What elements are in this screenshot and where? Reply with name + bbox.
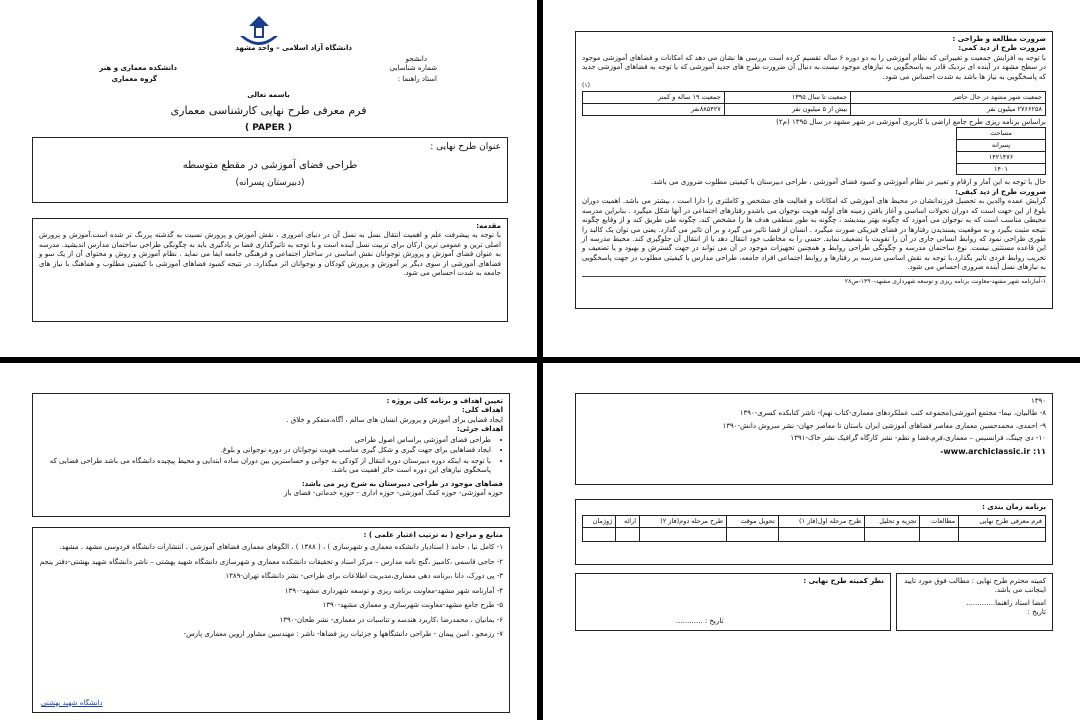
page-4	[543, 363, 1080, 720]
reference-link[interactable]: دانشگاه شهید بهشتی	[41, 698, 103, 707]
id-label: شماره شناسایی	[389, 64, 437, 72]
advisor-label: استاد راهنما :	[397, 75, 437, 83]
area-table	[956, 127, 1046, 175]
page-1	[0, 0, 537, 357]
reference-item: ۱- کامل نیا ، حامد ( استادیار دانشکده معماری و شهرسازی ) ، ( ۱۳۸۸ ) ، الگوهای معماری فضاهای آموزشی ، انتشارات دانشگاه فردوسی مشهد ، مشهد.	[59, 543, 503, 552]
list-item: • با توجه به اینکه دوره دبیرستان دوره انتقال از کودکی به جوانی و حساسترین بین دوران ساده ابتدایی و محیط پیچیده دانشگاه می باشد طراحی فضایی که پاسخگوی نیازهای این دوره است حائز اهمیت می باشد.	[39, 457, 491, 476]
necessity-box	[575, 31, 1053, 309]
intro-heading: مقدمه:	[476, 222, 501, 230]
schedule-col: تحویل موقت	[727, 516, 779, 528]
pop-value: بیش از ۵ میلیون نفر	[724, 104, 850, 116]
references-heading: منابع و مراجع ( به ترتیب اعتبار علمی ) :	[363, 531, 503, 539]
schedule-col: ارائه	[616, 516, 640, 528]
reference-text: ۲- حاجی قاسمی ،کامبیز ،گنج نامه مدارس – مرکز اسناد و تحقیقات دانشکده معماری و شهرسازی دانشگاه شهید بهشتی – ناشر دانشگاه شهید بهشتی-دفتر پنجم	[39, 557, 503, 566]
pop-value: ۲۷۶۶۲۵۸ میلیون نفر	[851, 104, 1046, 116]
schedule-col: طرح مرحله اول(فاز ۱)	[778, 516, 865, 528]
schedule-table	[582, 515, 1046, 542]
faculty-name: دانشکده معماری و هنر	[99, 64, 177, 72]
advisor-sign: امضا استاد راهنما.............	[966, 598, 1046, 607]
quant-text: با توجه به افزایش جمعیت و تغییراتی که نظام آموزشی را به دو دوره ۶ ساله تقسیم کرده است بررسی ها نشان می دهد که امکانات و فضاهای آموزشی موجود در سطح مشهد در آینده ای نزدیک قادر به پاسخگویی به نیازهای موجود نیست.به دنبال آن ضرورت طرح های جدید آموزشی که با توجه به فضاهای آموزشی جدید که پاسخگویی به نیاز ها باشد به شدت احساس می شود.	[582, 53, 1046, 81]
reference-item: ۹- احمدی، محمدحسین معماری معاصر فضاهای آموزشی ایران باستان تا معاصر جهان- نشر سروش دانش-۱۳۹۰	[722, 421, 1046, 430]
schedule-heading: برنامه زمان بندی :	[982, 503, 1046, 511]
website-link[interactable]: www.archiclassic.ir :۱۱-	[940, 446, 1046, 456]
approval-text: کمیته محترم طرح نهایی : مطالب فوق مورد تایید اینجانب می باشد.	[904, 577, 1046, 595]
general-goals-heading: اهداف کلی:	[461, 406, 503, 415]
department-name: گروه معماری	[111, 75, 157, 83]
list-item: • ایجاد فضاهایی برای جهت گیری و شکل گیری مناسب هویت نوجوانان در دوره نوجوانی و بلوغ.	[39, 446, 491, 455]
necessity-heading: ضرورت مطالعه و طراحی :	[952, 35, 1046, 43]
subject-label: عنوان طرح نهایی :	[430, 142, 501, 152]
partial-goals-heading: اهداف جزئی:	[456, 425, 503, 434]
reference-item: ۸- طالبیان، نیما- مجتمع آموزشی(مجموعه کتب عملکردهای معماری-کتاب نهم)- ناشر کتابکده کسری-۱۳۹۰	[739, 409, 1046, 418]
schedule-col: ژوژمان	[583, 516, 616, 528]
student-label: دانشجو	[405, 55, 427, 63]
reference-item: ۳- پی دورک، دانا ،برنامه دهی معماری،مدیریت اطلاعات برای طراحی- نشر دانشگاه تهران-۱۳۸۹	[225, 572, 503, 581]
approval-box	[896, 573, 1053, 631]
top-year: ۱۳۹۰	[1030, 397, 1046, 405]
subject-box	[32, 137, 508, 203]
area-value-2: ۱۴۰۱	[957, 163, 1046, 175]
page-2	[543, 0, 1080, 357]
qual-heading: ضرورت طرح از دید کیفی:	[955, 187, 1046, 196]
committee-heading: نظر کمیته طرح نهایی :	[803, 577, 884, 585]
form-title: فرم معرفی طرح نهایی کارشناسی معماری	[170, 104, 367, 117]
schedule-box	[575, 499, 1053, 565]
university-name: دانشگاه آزاد اسلامی – واحد مشهد	[235, 44, 352, 52]
reference-item	[39, 558, 503, 567]
quant-heading: ضرورت طرح از دید کمی:	[958, 44, 1046, 53]
footnote: ۱-آمارنامه شهر مشهد-معاونت برنامه ریزی و توسعه شهرداری مشهد-۱۳۹۰-ص۲۸	[582, 276, 1046, 286]
spaces-text: حوزه آموزشی- حوزه کمک آموزشی- حوزه اداری - حوزه خدماتی- فضای باز	[284, 488, 503, 497]
reference-item: ۶- بمانیان ، محمدرضا ،کاربرد هندسه و تناسبات در معماری- نشر طحان-۱۳۹۰	[279, 615, 503, 624]
partial-goals-list	[39, 436, 503, 476]
schedule-col: فرم معرفی طرح نهایی	[959, 516, 1046, 528]
reference-item: ۵- طرح جامع مشهد-معاونت شهرسازی و معماری مشهد-۱۳۹۰	[322, 601, 503, 610]
footnote-mark: (۱)	[582, 82, 590, 90]
goals-box	[32, 393, 510, 517]
intro-box	[32, 218, 508, 322]
schedule-col: طرح مرحله دوم(فاز ۲)	[640, 516, 727, 528]
committee-box	[575, 573, 891, 631]
goals-heading: تعیین اهداف و برنامه کلی پروژه :	[386, 397, 503, 405]
references-cont-box	[575, 393, 1053, 485]
area-sub: پسرانه	[957, 140, 1046, 152]
references-box	[32, 527, 510, 713]
spaces-heading: فضاهای موجود در طراحی دبیرستان به شرح زیر می باشد:	[301, 479, 503, 488]
approval-date-label: تاریخ :	[1027, 608, 1046, 617]
area-header: مساحت	[957, 128, 1046, 140]
intro-text: با توجه به پیشرفت علم و اهمیت انتقال نسل به نسل آن در دنیای امروزی ، نقش آموزش و پرورش نسبت به گذشته پررنگ تر شده است.آموزش و پرورش اصلی ترین و عمومی ترین ارکان برای تربیت نسل آینده است و با توجه به تاثیرگذاری فضا بر یادگیری باید به چگونگی طراحی ساختمان مدارس اندیشید. مدرسه به عنوان فضای آموزش و پرورش نوجوانان نقش اساسی در ساختار اجتماعی و فرهنگی جامعه ایفا می نماید . نظام آموزش و روش و محتوای آن از یک سو و فضاهای آموزشی از سوی دیگر بر آموزش و پرورش کودکان و نوجوانان اثر میگذارد. در نتیجه کمبود فضاهای آموزشی با کیفیتی مطلوب و هماهنگ با نیاز های جامعه به شدت احساس می شود.	[39, 231, 501, 278]
list-item: • طراحی فضای آموزشی براساس اصول طراحی	[39, 436, 491, 445]
paper-tag: ( PAPER )	[245, 123, 292, 133]
pop-header: جمعیت شهر مشهد در حال حاضر	[851, 92, 1046, 104]
subject-title: طراحی فضای آموزشی در مقطع متوسطه	[182, 160, 358, 172]
qual-text: گرایش عمده والدین به تحصیل فرزندانشان در محیط های آموزشی که امکانات و فعالیت های مشخص و کاملتری را دارا است ، بیشتر می باشد. اهمیت دوران بلوغ از این جهت است که دوران تحولات اساسی و آغاز یافتن زمینه های اولیه هویت نوجوان می باشدو رفتارهای اجتماعی در آنها شکل میگیرد . بنابراین مدرسه محیطی مناسب است که به نوجوان می آموزد که چگونه بهتر بیندیشد ، چگونه به طور منطقی هدف ها را مشخص کند، چگونه طی طریق کند و از وقایع چگونه نتیجه مثبت بگیرد و به موقعیت پسندیدن رفتارها در فضای فیزیکی صورت میگیرد . انسان از فضا تاثیر می گیرد و بر آن تاثیر می گذارد. یعنی می توان یک کالبد را طوری طراحی نمود که روابط انسانی جاری در آن را تقویت یا تضعیف نماید. حسی را به مخاطب خود انتقال دهد یا از انتقال آن جلوگیری کند. محیط مدرسه از این قاعده مستثنی نیست. نوع ساختمان مدرسه و چگونگی طراحی روابط و همچنین تجهیزات موجود در آن می تواند در جهت گسترش و بهبود و یا تضعیف و تخریب روابط فردی تاثیر بگذارد.با توجه به نقش اساسی مدرسه بر رفتارها و روابط اجتماعی افراد جامعه، طراحی مدارس با کیفیتی مطلوب در جهت پاسخگویی به نیازهای نسل آینده ضروری احساس می شود.	[582, 197, 1046, 272]
committee-date: تاریخ : ............	[676, 616, 724, 625]
page-3	[0, 363, 537, 720]
reference-item: ۴- آمارنامه شهر مشهد-معاونت برنامه ریزی و توسعه شهرداری مشهد-۱۳۹۰	[284, 586, 503, 595]
population-table	[582, 91, 1046, 116]
general-goals-text: ایجاد فضایی برای آموزش و پرورش انسان های سالم ، آگاه،متفکر و خلاق .	[286, 415, 503, 424]
mid-text: حال با توجه به این آمار و ارقام و تغییر در نظام آموزشی و کمبود فضای آموزشی ، طراحی دبیرستان با کیفیتی مطلوب ضروری می باشد.	[650, 178, 1046, 187]
table2-caption: براساس برنامه ریزی طرح جامع اراضی با کاربری آموزشی در شهر مشهد در سال ۱۳۹۵ (م۲)	[776, 117, 1046, 126]
schedule-col: تجزیه و تحلیل	[865, 516, 920, 528]
pop-header: جمعیت تا سال ۱۳۹۵	[724, 92, 850, 104]
subject-subtitle: (دبیرستان پسرانه)	[235, 177, 305, 188]
schedule-col: مطالعات	[920, 516, 959, 528]
area-value: ۱۴۲۱۴۷۶	[957, 151, 1046, 163]
pop-header: جمعیت ۱۹ ساله و کمتر	[583, 92, 725, 104]
bismillah: باسمه تعالی	[247, 91, 290, 99]
reference-item: ۷- رزمجو ، امین پیمان - طراحی دانشگاهها و جزئیات ریز فضاها- ناشر : مهندسین مشاور اروین معماری پارس-	[183, 630, 503, 639]
reference-item: ۱۰- دی چینگ، فرانسیس – معماری،فرم،فضا و نظم- نشر کارگاه گرافیک نشر خاک-۱۳۹۱	[790, 434, 1046, 443]
pop-value: ۸۸۵۴۲۷نفر	[583, 104, 725, 116]
